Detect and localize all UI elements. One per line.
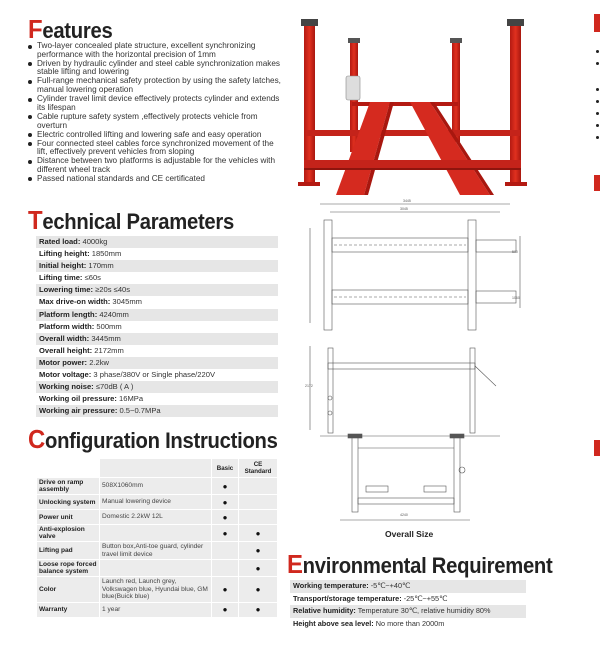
parameter-label: Motor power: — [39, 357, 88, 367]
parameter-value: 170mm — [86, 261, 114, 271]
parameter-row — [36, 405, 278, 417]
col-basic: Basic — [212, 459, 238, 477]
basic-mark — [212, 542, 238, 559]
configuration-row — [37, 525, 277, 541]
ce-standard-mark: ● — [239, 560, 277, 576]
environment-row — [290, 593, 526, 606]
next-page-bullet — [596, 50, 599, 53]
feature-item: Driven by hydraulic cylinder and steel cable synchronization makes stable lifting and lowering — [28, 60, 286, 77]
environment-heading: Environmental Requirement — [287, 549, 553, 579]
configuration-heading: Configuration Instructions — [28, 424, 278, 454]
configuration-row — [37, 603, 277, 617]
parameter-row — [36, 284, 278, 296]
ce-standard-mark — [239, 478, 277, 494]
technical-heading: Technical Parameters — [28, 205, 235, 235]
configuration-value: Button box,Anti-toe guard, cylinder travel limit device — [100, 542, 211, 559]
next-page-bullet — [596, 100, 599, 103]
configuration-value — [100, 560, 211, 576]
configuration-value: Manual lowering device — [100, 495, 211, 509]
configuration-value: Domestic 2.2kW 12L — [100, 510, 211, 524]
parameter-label: Max drive-on width: — [39, 297, 111, 307]
next-page-edge-heading-2 — [594, 440, 600, 456]
feature-item: Full-range mechanical safety protection by using the safety latches, manual lowering operation — [28, 77, 286, 94]
dim-overall-width: 3445 — [403, 199, 411, 203]
environment-label: Height above sea level: — [293, 618, 374, 628]
parameter-label: Lifting height: — [39, 249, 90, 259]
parameter-value: ≥20s ≤40s — [93, 285, 131, 295]
basic-mark — [212, 560, 238, 576]
parameter-label: Lifting time: — [39, 273, 83, 283]
technical-parameters-table — [36, 236, 278, 417]
parameter-value: 2.2kw — [87, 357, 110, 367]
parameter-value: 3045mm — [110, 297, 142, 307]
environment-row — [290, 580, 526, 593]
parameter-row — [36, 357, 278, 369]
parameter-label: Platform width: — [39, 321, 95, 331]
parameter-value: 1850mm — [89, 249, 122, 259]
configuration-header-row — [37, 459, 277, 477]
parameter-label: Working oil pressure: — [39, 394, 117, 404]
next-page-bullet — [596, 88, 599, 91]
parameter-row — [36, 345, 278, 357]
configuration-row — [37, 542, 277, 559]
overall-size-drawing — [300, 198, 530, 528]
parameter-label: Initial height: — [39, 261, 87, 271]
parameter-value: 2172mm — [92, 345, 124, 355]
ce-standard-mark — [239, 510, 277, 524]
feature-item: Electric controlled lifting and lowering safe and easy operation — [28, 131, 286, 140]
configuration-row — [37, 577, 277, 602]
ce-standard-mark: ● — [239, 542, 277, 559]
configuration-value: 1 year — [100, 603, 211, 617]
parameter-label: Rated load: — [39, 237, 81, 246]
configuration-label: Loose rope forced balance system — [37, 560, 99, 576]
configuration-label: Color — [37, 577, 99, 602]
parameter-label: Overall width: — [39, 333, 90, 343]
next-page-edge — [594, 14, 600, 32]
configuration-row — [37, 560, 277, 576]
parameter-label: Overall height: — [39, 345, 93, 355]
parameter-row — [36, 272, 278, 284]
environment-value: -5℃~+40℃ — [368, 581, 411, 590]
basic-mark: ● — [212, 510, 238, 524]
parameter-row — [36, 321, 278, 333]
configuration-label: Lifting pad — [37, 542, 99, 559]
parameter-value: 0.5~0.7MPa — [117, 406, 161, 416]
configuration-value: Launch red, Launch grey, Volkswagen blue, Hyundai blue, GM blue(Buick blue) — [100, 577, 211, 602]
feature-item: Four connected steel cables force synchronized movement of the lift, effectively prevent vehicles from sloping — [28, 140, 286, 157]
feature-item: Cylinder travel limit device effectively protects cylinder and extends its lifespan — [28, 95, 286, 112]
next-page-bullet — [596, 112, 599, 115]
col-ce-standard: CE Standard — [239, 459, 277, 477]
next-page-bullet — [596, 136, 599, 139]
configuration-label: Warranty — [37, 603, 99, 617]
configuration-value — [100, 525, 211, 541]
dim-platform-width: 500 — [512, 250, 518, 254]
configuration-row — [37, 510, 277, 524]
ce-standard-mark: ● — [239, 577, 277, 602]
dim-overall-height: 2172 — [305, 384, 313, 388]
features-heading: Features — [28, 14, 113, 44]
environment-row — [290, 618, 526, 631]
parameter-value: 4000kg — [80, 237, 108, 246]
parameter-value: 16MPa — [116, 394, 144, 404]
configuration-row — [37, 478, 277, 494]
dim-ramp-length: 1060 — [512, 296, 520, 300]
basic-mark: ● — [212, 495, 238, 509]
configuration-label: Anti-explosion valve — [37, 525, 99, 541]
parameter-row — [36, 260, 278, 272]
basic-mark: ● — [212, 577, 238, 602]
configuration-label: Unlocking system — [37, 495, 99, 509]
basic-mark: ● — [212, 603, 238, 617]
next-page-bullet — [596, 62, 599, 65]
parameter-row — [36, 248, 278, 260]
features-list — [28, 42, 286, 184]
dim-platform-length: 4240 — [400, 513, 408, 517]
parameter-label: Platform length: — [39, 309, 98, 319]
configuration-table — [36, 458, 278, 618]
configuration-label: Power unit — [37, 510, 99, 524]
parameter-row — [36, 236, 278, 248]
feature-item: Cable rupture safety system ,effectively protects vehicle from overturn — [28, 113, 286, 130]
parameter-value: ≤70dB ( A ) — [93, 382, 134, 392]
parameter-label: Working air pressure: — [39, 406, 118, 416]
parameter-value: 500mm — [94, 321, 122, 331]
next-page-bullet — [596, 124, 599, 127]
feature-item: Passed national standards and CE certificated — [28, 175, 286, 184]
environment-row — [290, 605, 526, 618]
parameter-row — [36, 381, 278, 393]
parameter-row — [36, 369, 278, 381]
configuration-row — [37, 495, 277, 509]
environment-label: Transport/storage temperature: — [293, 593, 402, 603]
dim-drive-on-width: 3045 — [400, 207, 408, 211]
configuration-label: Drive on ramp assembly — [37, 478, 99, 494]
ce-standard-mark — [239, 495, 277, 509]
feature-item: Distance between two platforms is adjustable for the vehicles with different wheel track — [28, 157, 286, 174]
environment-value: -25℃~+55℃ — [401, 593, 448, 603]
environment-value: No more than 2000m — [373, 618, 445, 628]
parameter-row — [36, 393, 278, 405]
parameter-value: 4240mm — [97, 309, 129, 319]
parameter-label: Motor voltage: — [39, 370, 92, 380]
parameter-row — [36, 333, 278, 345]
configuration-value: 508X1060mm — [100, 478, 211, 494]
overall-size-caption: Overall Size — [385, 529, 434, 539]
parameter-row — [36, 296, 278, 308]
ce-standard-mark: ● — [239, 525, 277, 541]
parameter-label: Working noise: — [39, 382, 94, 392]
basic-mark: ● — [212, 478, 238, 494]
environment-label: Relative humidity: — [293, 606, 356, 615]
environment-value: Temperature 30℃, relative humidity 80% — [355, 606, 491, 615]
basic-mark: ● — [212, 525, 238, 541]
ce-standard-mark: ● — [239, 603, 277, 617]
environment-table — [290, 580, 526, 630]
environment-label: Working temperature: — [293, 581, 369, 590]
parameter-value: 3445mm — [89, 333, 121, 343]
parameter-row — [36, 309, 278, 321]
parameter-label: Lowering time: — [39, 285, 94, 295]
parameter-value: ≤60s — [82, 273, 101, 283]
four-post-lift-photo — [292, 10, 532, 200]
parameter-value: 3 phase/380V or Single phase/220V — [91, 370, 216, 380]
next-page-edge-heading — [594, 175, 600, 191]
feature-item: Two-layer concealed plate structure, excellent synchronizing performance with the horizontal precision of 1mm — [28, 42, 286, 59]
